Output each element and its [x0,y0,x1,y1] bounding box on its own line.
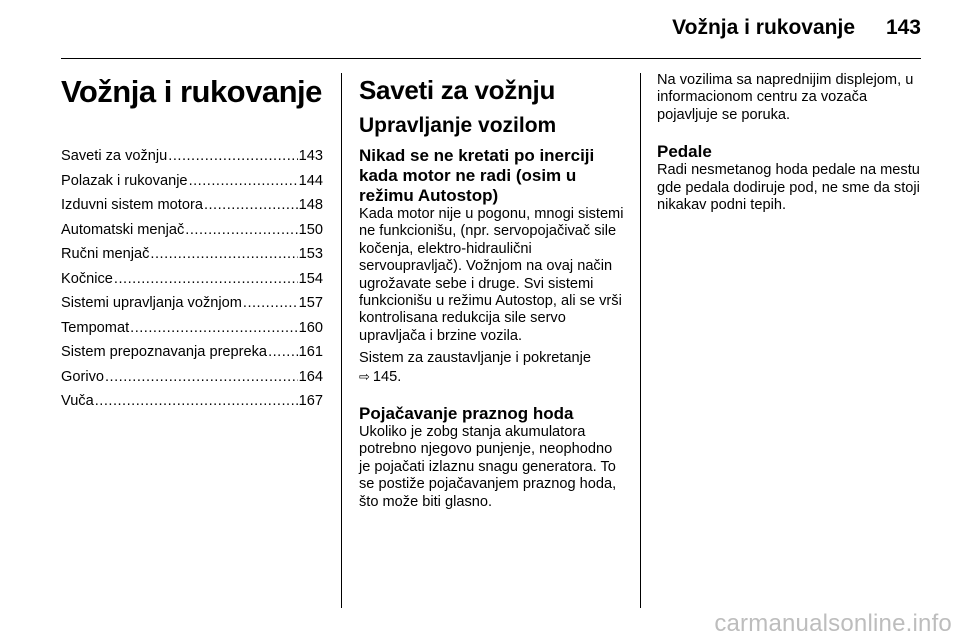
toc-entry[interactable] [61,295,323,320]
toc-entry-page: 154 [298,270,323,287]
section-title: Saveti za vožnju [359,75,556,105]
paragraph-stop-start [359,350,624,386]
toc-entry[interactable] [61,393,323,418]
toc-entry-label: Saveti za vožnju [61,148,168,164]
toc-leader-dots [189,173,298,189]
heading-pedals: Pedale [657,142,712,162]
toc-entry-page: 153 [298,246,323,262]
toc-entry-page: 167 [298,393,323,409]
toc-entry-page: 150 [298,221,323,238]
toc-entry-label: Izduvni sistem motora [61,197,203,213]
content-column-2 [657,72,927,219]
paragraph-idle-boost: Ukoliko je zobg stanja akumulatora potrebno njegovo punjenje, neophodno je pojačati izlaznu snagu generatora. To se postiže pojačavanjem praznog hoda, što može biti glasno. [359,424,617,510]
toc-entry[interactable] [61,222,323,247]
toc-entry-label: Vuča [61,393,94,409]
page-reference-icon: ⇨ [359,368,370,384]
subsection-title: Upravljanje vozilom [359,114,557,137]
toc-entry-label: Polazak i rukovanje [61,172,188,189]
toc-leader-dots [114,271,298,287]
toc-entry[interactable] [61,271,323,296]
toc-entry[interactable] [61,320,323,345]
chapter-title: Vožnja i rukovanje [61,74,322,109]
paragraph-pedals: Radi nesmetanog hoda pedale na mestu gde pedala dodiruje pod, ne sme da stoji nikakav podni tepih. [657,162,920,214]
toc-leader-dots [130,320,298,336]
toc-entry-label: Sistemi upravljanja vožnjom [61,295,242,311]
toc-leader-dots [268,344,298,360]
toc-leader-dots [150,246,297,262]
toc-entry-page: 164 [298,368,323,385]
toc-entry-label: Kočnice [61,270,113,287]
toc-entry-page: 161 [298,344,323,360]
toc-entry[interactable] [61,197,323,222]
toc-leader-dots [243,295,298,311]
toc-entry-label: Gorivo [61,368,104,385]
heading-idle-boost: Pojačavanje praznog hoda [359,404,574,424]
paragraph-coasting: Kada motor nije u pogonu, mnogi sistemi ne funkcionišu, (npr. servopojačivač sile kočenja, elektro-hidraulični servoupravljač). Vožnjom na ovaj način ugrožavate sebe i druge. Svi sistemi funkcionišu u režimu Autostop, ali se vrši kontrolisana redukcija sile servo upravljača i brzine vozila. [359,206,624,344]
toc-column [61,72,323,418]
toc-entry-page: 143 [298,148,323,164]
column-divider [341,73,342,608]
toc-entry-page: 157 [298,295,323,311]
toc-entry[interactable] [61,369,323,394]
heading-coasting: Nikad se ne kretati po inerciji kada motor ne radi (osim u režimu Autostop) [359,146,595,205]
toc-entry[interactable] [61,344,323,369]
toc-entry-label: Sistem prepoznavanja prepreka [61,344,268,360]
header-rule [61,58,921,59]
toc-entry-page: 160 [298,319,323,336]
column-divider [640,73,641,608]
toc-entry-label: Ručni menjač [61,246,150,262]
watermark: carmanualsonline.info [714,610,952,637]
header-page-number: 143 [885,16,921,39]
toc-entry-page: 148 [298,197,323,213]
toc-entry-label: Automatski menjač [61,221,185,238]
toc-leader-dots [105,369,298,385]
toc-leader-dots [168,148,297,164]
table-of-contents [61,148,323,418]
toc-leader-dots [185,222,297,238]
toc-entry-page: 144 [298,172,323,189]
toc-entry[interactable] [61,148,323,173]
stop-start-ref[interactable]: 145. [372,368,402,385]
toc-leader-dots [95,393,298,409]
toc-entry-label: Tempomat [61,319,130,336]
toc-entry[interactable] [61,173,323,198]
toc-leader-dots [204,197,298,213]
content-column-1 [359,72,624,516]
toc-entry[interactable] [61,246,323,271]
header-title: Vožnja i rukovanje [672,16,855,39]
stop-start-text: Sistem za zaustavljanje i pokretanje [359,350,591,367]
paragraph-display-message: Na vozilima sa naprednijim displejom, u informacionom centru za vozača pojavljuje se poruka. [657,72,914,123]
